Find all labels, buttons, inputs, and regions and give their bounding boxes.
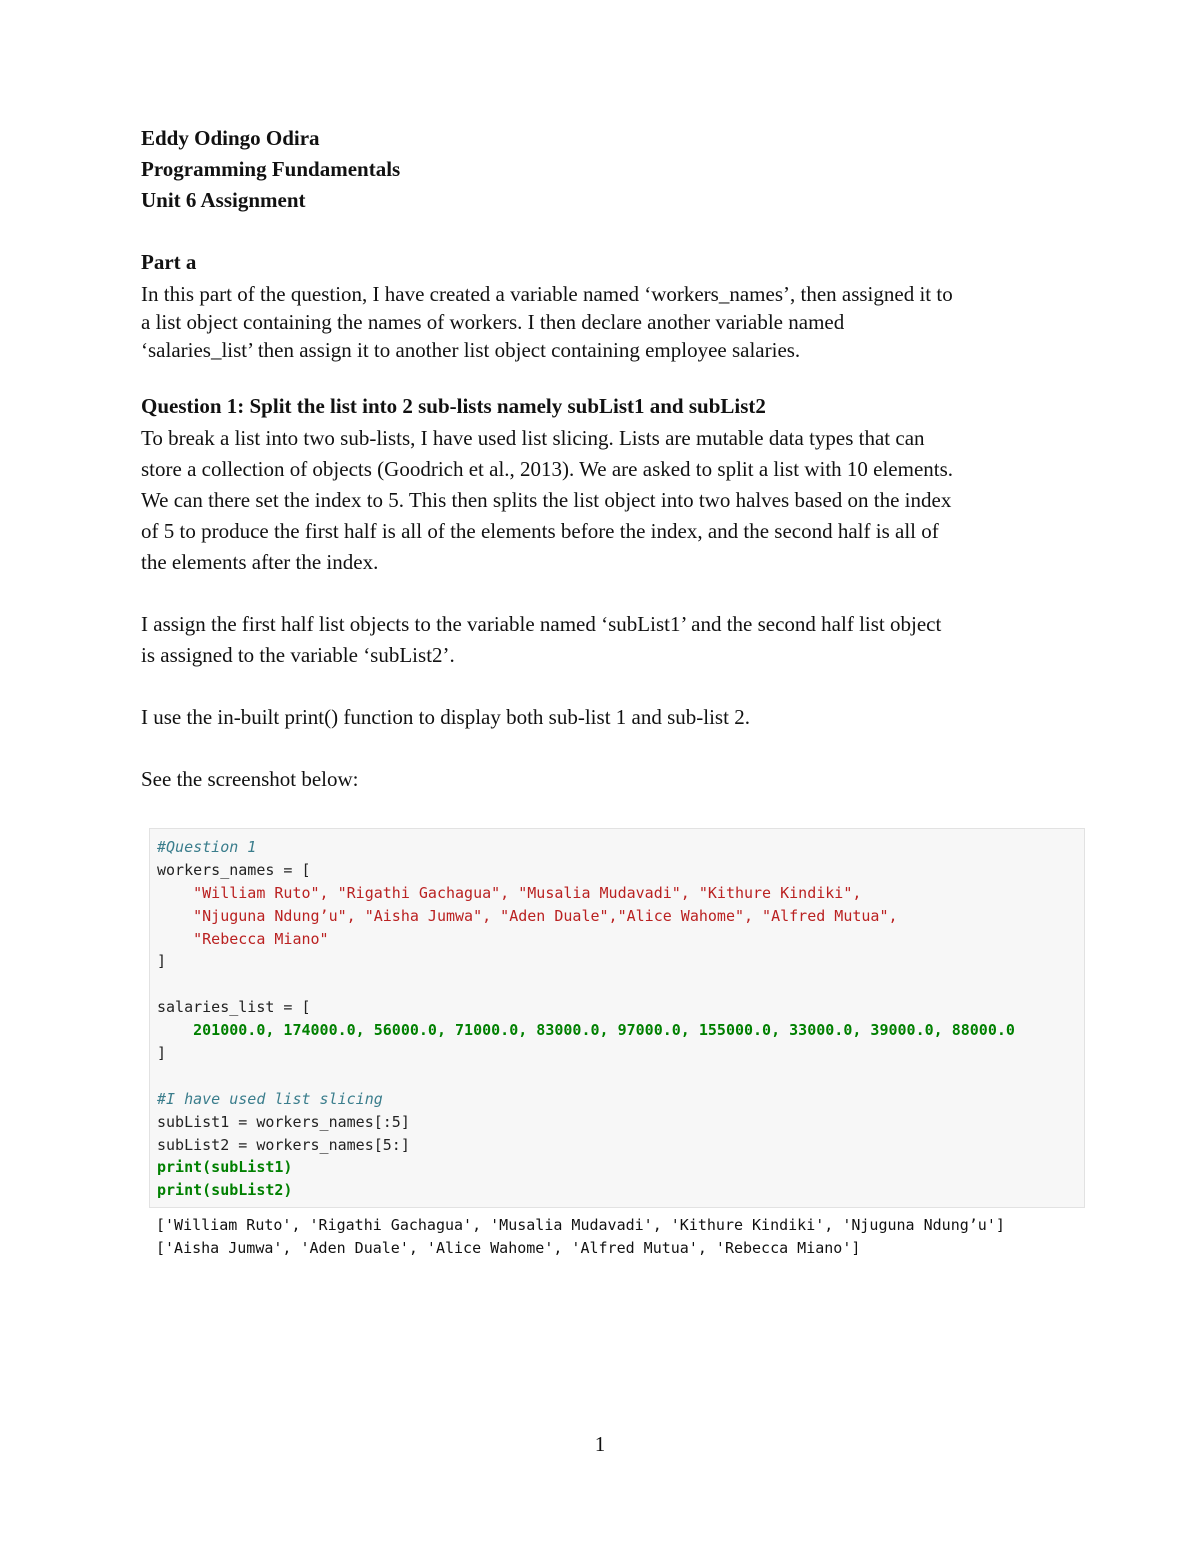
code-line: ] <box>157 952 167 971</box>
print-paragraph: I use the in-built print() function to display both sub-list 1 and sub-list 2. <box>141 705 750 729</box>
course-title: Programming Fundamentals <box>141 157 401 181</box>
code-line: workers_names = [ <box>157 860 311 879</box>
output-line: ['Aisha Jumwa', 'Aden Duale', 'Alice Wahome', 'Alfred Mutua', 'Rebecca Miano'] <box>156 1239 861 1257</box>
code-line <box>157 973 1084 996</box>
paragraph-line: ‘salaries_list’ then assign it to another list object containing employee salaries. <box>141 338 801 362</box>
page-number: 1 <box>594 1432 606 1456</box>
code-line: ] <box>157 1044 167 1063</box>
screenshot-caption: See the screenshot below: <box>141 767 359 791</box>
code-line: #Question 1 <box>157 838 257 856</box>
paragraph-line: is assigned to the variable ‘subList2’. <box>141 643 455 667</box>
code-cell <box>149 828 1085 1208</box>
paragraph-line: In this part of the question, I have created a variable named ‘workers_names’, then assigned it to <box>141 282 953 306</box>
paragraph-line: To break a list into two sub-lists, I have used list slicing. Lists are mutable data types that can <box>141 426 925 450</box>
code-line: "William Ruto", "Rigathi Gachagua", "Musalia Mudavadi", "Kithure Kindiki", <box>157 883 862 902</box>
code-line: salaries_list = [ <box>157 998 311 1017</box>
code-line: #I have used list slicing <box>157 1089 383 1108</box>
output-line: ['William Ruto', 'Rigathi Gachagua', 'Musalia Mudavadi', 'Kithure Kindiki', 'Njuguna Ndung’u'] <box>156 1216 1005 1234</box>
assignment-title: Unit 6 Assignment <box>141 188 306 212</box>
code-output <box>156 1214 1005 1260</box>
paragraph-line: We can there set the index to 5. This then splits the list object into two halves based on the index <box>141 488 952 512</box>
paragraph-line: a list object containing the names of workers. I then declare another variable named <box>141 310 845 334</box>
question-1-paragraph <box>141 423 1071 578</box>
sublist-paragraph <box>141 609 1071 671</box>
paragraph-line: store a collection of objects (Goodrich et al., 2013). We are asked to split a list with 10 elements. <box>141 457 954 481</box>
code-line: "Rebecca Miano" <box>157 929 329 948</box>
code-line: print(subList2) <box>157 1181 293 1200</box>
part-a-paragraph <box>141 280 1071 364</box>
paragraph-line: I assign the first half list objects to the variable named ‘subList1’ and the second half list object <box>141 612 942 636</box>
author-name: Eddy Odingo Odira <box>141 126 320 150</box>
part-a-heading: Part a <box>141 250 197 274</box>
code-line: print(subList1) <box>157 1158 293 1177</box>
code-line: "Njuguna Ndung’u", "Aisha Jumwa", "Aden Duale","Alice Wahome", "Alfred Mutua", <box>157 906 898 925</box>
code-line: subList2 = workers_names[5:] <box>157 1135 410 1154</box>
paragraph-line: of 5 to produce the first half is all of the elements before the index, and the second half is all of <box>141 519 939 543</box>
question-1-heading: Question 1: Split the list into 2 sub-lists namely subList1 and subList2 <box>141 394 766 418</box>
code-line <box>157 1065 1084 1088</box>
code-line: 201000.0, 174000.0, 56000.0, 71000.0, 83000.0, 97000.0, 155000.0, 33000.0, 39000.0, 88000.0 <box>157 1021 1015 1040</box>
paragraph-line: the elements after the index. <box>141 550 379 574</box>
code-line: subList1 = workers_names[:5] <box>157 1112 410 1131</box>
